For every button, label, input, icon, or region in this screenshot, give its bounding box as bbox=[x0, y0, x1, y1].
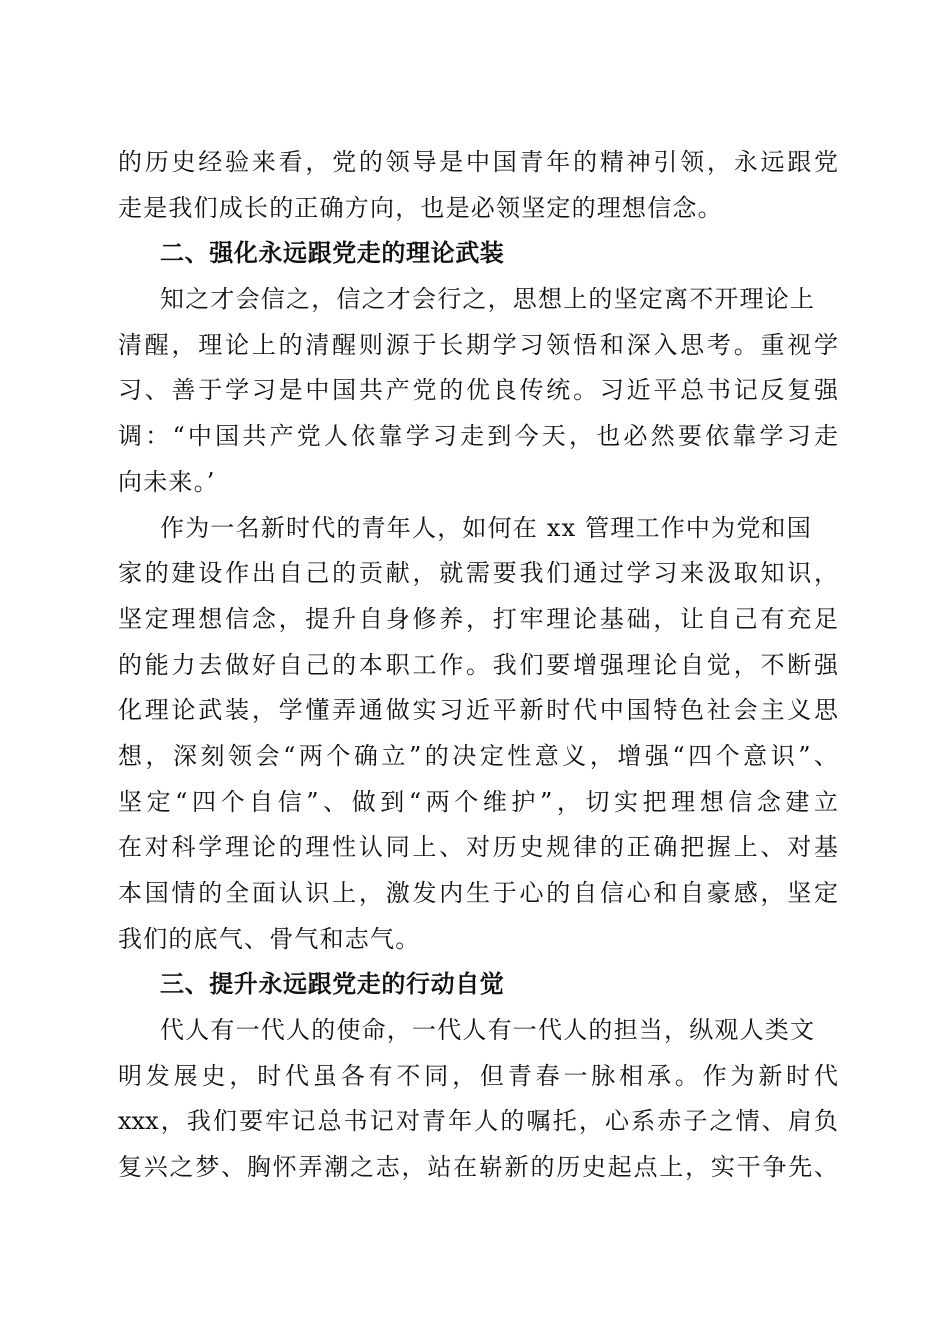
paragraph-line: 的历史经验来看，党的领导是中国青年的精神引领，永远跟党 bbox=[118, 148, 838, 176]
paragraph-line: 想，深刻领会“两个确立”的决定性意义，增强“四个意识”、 bbox=[118, 741, 838, 770]
paragraph-line: 坚定理想信念，提升自身修养，打牢理论基础，让自己有充足 bbox=[118, 604, 838, 633]
paragraph-line: 作为一名新时代的青年人，如何在 xx 管理工作中为党和国 bbox=[160, 513, 812, 542]
paragraph-line: 清醒，理论上的清醒则源于长期学习领悟和深入思考。重视学 bbox=[118, 330, 838, 359]
paragraph-line: 家的建设作出自己的贡献，就需要我们通过学习来汲取知识， bbox=[118, 559, 838, 588]
paragraph-line: 习、善于学习是中国共产党的优良传统。习近平总书记反复强 bbox=[118, 376, 838, 405]
section-heading: 三、提升永远跟党走的行动自觉 bbox=[160, 970, 505, 999]
paragraph-line: 明发展史，时代虽各有不同，但青春一脉相承。作为新时代 bbox=[118, 1061, 838, 1090]
paragraph-line: 本国情的全面认识上，激发内生于心的自信心和自豪感，坚定 bbox=[118, 879, 838, 907]
paragraph-line: 化理论武装，学懂弄通做实习近平新时代中国特色社会主义思 bbox=[118, 696, 838, 725]
paragraph-line: 代人有一代人的使命，一代人有一代人的担当，纵观人类文 bbox=[160, 1016, 816, 1045]
section-heading: 二、强化永远跟党走的理论武装 bbox=[160, 239, 505, 268]
paragraph-line: 在对科学理论的理性认同上、对历史规律的正确把握上、对基 bbox=[118, 833, 838, 862]
paragraph-line: 我们的底气、骨气和志气。 bbox=[118, 924, 421, 953]
paragraph-line: 复兴之梦、胸怀弄潮之志，站在崭新的历史起点上，实干争先、 bbox=[118, 1153, 838, 1182]
paragraph-line: 的能力去做好自己的本职工作。我们要增强理论自觉，不断强 bbox=[118, 650, 838, 679]
paragraph-line: 向未来。’ bbox=[118, 467, 216, 496]
paragraph-line: 坚定“四个自信”、做到“两个维护”，切实把理想信念建立 bbox=[118, 787, 838, 816]
paragraph-line: 调：“中国共产党人依靠学习走到今天，也必然要依靠学习走 bbox=[118, 422, 838, 451]
paragraph-line: xxx，我们要牢记总书记对青年人的嘱托，心系赤子之情、肩负 bbox=[118, 1107, 838, 1136]
document-body bbox=[118, 140, 838, 1191]
paragraph-line: 知之才会信之，信之才会行之，思想上的坚定离不开理论上 bbox=[160, 285, 816, 314]
paragraph-line: 走是我们成长的正确方向，也是必领坚定的理想信念。 bbox=[118, 193, 723, 222]
